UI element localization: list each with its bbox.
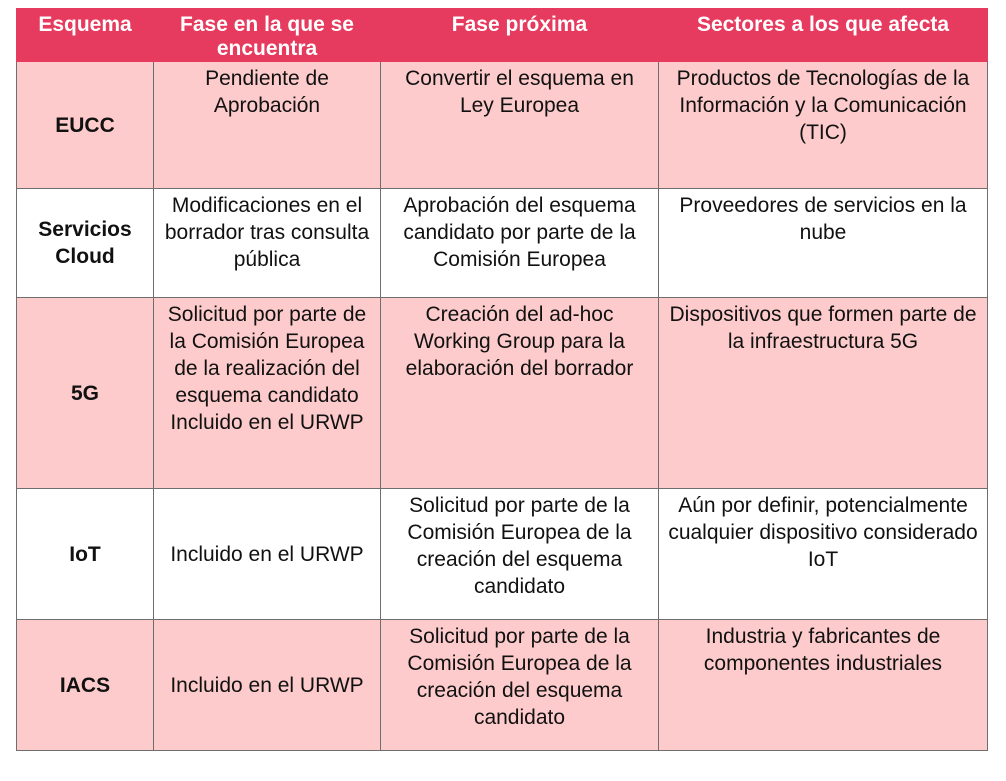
phase-cell: Solicitud por parte de la Comisión Europea de la realización del esquema candidato Incluido en el URWP <box>154 298 381 489</box>
sectors-cell: Productos de Tecnologías de la Información y la Comunicación (TIC) <box>659 62 988 189</box>
sectors-cell: Aún por definir, potencialmente cualquier dispositivo considerado IoT <box>659 489 988 620</box>
table-row <box>17 298 988 489</box>
phase-cell: Incluido en el URWP <box>154 489 381 620</box>
scheme-cell: EUCC <box>17 62 154 189</box>
next-phase-cell: Solicitud por parte de la Comisión Europea de la creación del esquema candidato <box>381 489 659 620</box>
table-body <box>17 62 988 751</box>
next-phase-cell: Convertir el esquema en Ley Europea <box>381 62 659 189</box>
sectors-cell: Dispositivos que formen parte de la infraestructura 5G <box>659 298 988 489</box>
header-fase-proxima: Fase próxima <box>381 9 659 62</box>
table-row <box>17 620 988 751</box>
scheme-cell: 5G <box>17 298 154 489</box>
header-esquema: Esquema <box>17 9 154 62</box>
next-phase-cell: Creación del ad-hoc Working Group para la elaboración del borrador <box>381 298 659 489</box>
table-row <box>17 489 988 620</box>
phase-cell: Modificaciones en el borrador tras consulta pública <box>154 189 381 298</box>
table-header <box>17 9 988 62</box>
scheme-cell: IACS <box>17 620 154 751</box>
sectors-cell: Proveedores de servicios en la nube <box>659 189 988 298</box>
phase-cell: Pendiente de Aprobación <box>154 62 381 189</box>
certification-schemes-table <box>16 8 988 751</box>
next-phase-cell: Solicitud por parte de la Comisión Europea de la creación del esquema candidato <box>381 620 659 751</box>
header-sectores: Sectores a los que afecta <box>659 9 988 62</box>
scheme-cell: Servicios Cloud <box>17 189 154 298</box>
scheme-cell: IoT <box>17 489 154 620</box>
header-fase-actual: Fase en la que se encuentra <box>154 9 381 62</box>
next-phase-cell: Aprobación del esquema candidato por parte de la Comisión Europea <box>381 189 659 298</box>
table-row <box>17 62 988 189</box>
table-row <box>17 189 988 298</box>
sectors-cell: Industria y fabricantes de componentes industriales <box>659 620 988 751</box>
phase-cell: Incluido en el URWP <box>154 620 381 751</box>
header-row <box>17 9 988 62</box>
